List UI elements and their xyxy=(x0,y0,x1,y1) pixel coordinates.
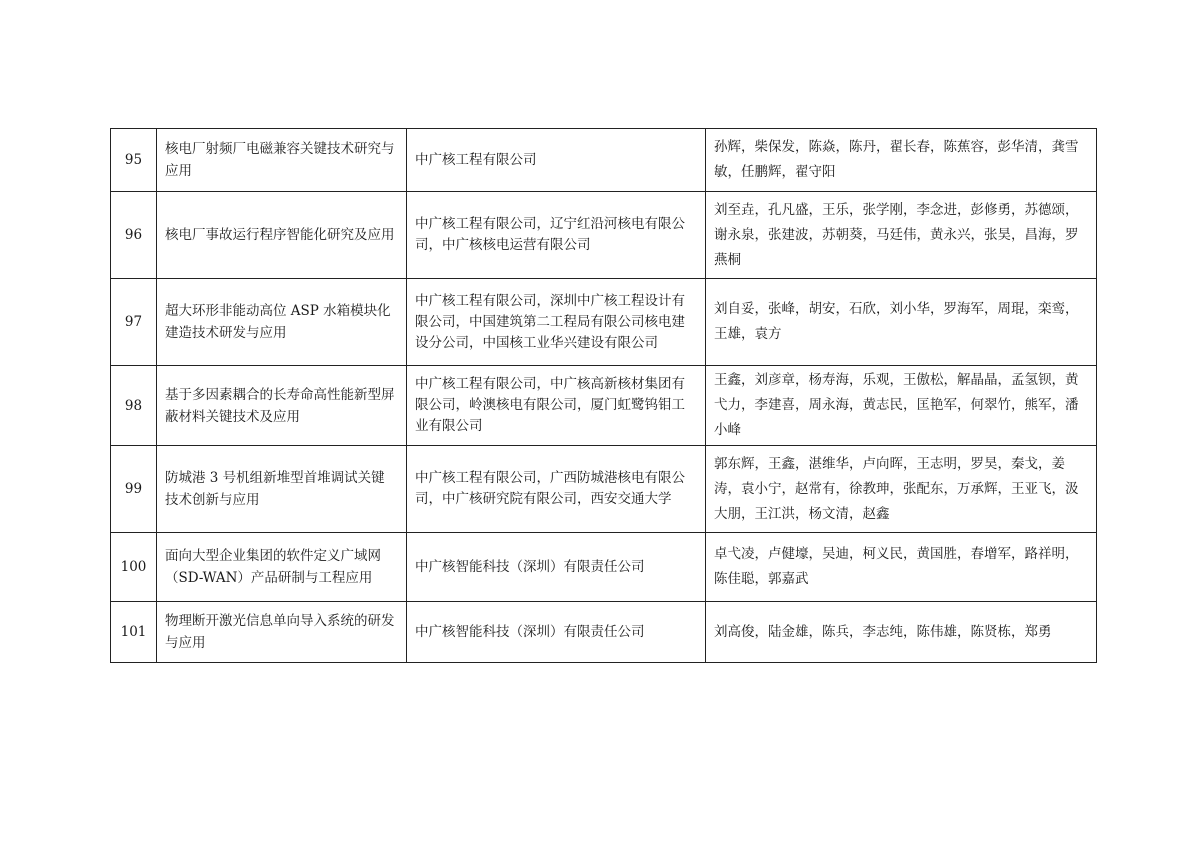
completing-people: 王鑫，刘彦章，杨寿海，乐观，王傲松，解晶晶，孟氢钡，黄弋力，李建喜，周永海，黄志民，匡艳军，何翠竹，熊军，潘小峰 xyxy=(706,366,1097,446)
completing-people: 郭东辉，王鑫，湛维华，卢向晖，王志明，罗昊，秦戈，姜涛，袁小宁，赵常有，徐教珅，张配东，万承辉，王亚飞，汲大朋，王江洪，杨文清，赵鑫 xyxy=(706,446,1097,533)
completing-units: 中广核智能科技（深圳）有限责任公司 xyxy=(407,602,706,663)
completing-units: 中广核工程有限公司，深圳中广核工程设计有限公司，中国建筑第二工程局有限公司核电建设分公司，中国核工业华兴建设有限公司 xyxy=(407,279,706,366)
row-number: 95 xyxy=(111,129,157,192)
completing-people: 孙辉，柴保发，陈焱，陈丹，翟长春，陈蕉容，彭华清，龚雪敏，任鹏辉，翟守阳 xyxy=(706,129,1097,192)
table-row xyxy=(111,533,1097,602)
project-name: 物理断开激光信息单向导入系统的研发与应用 xyxy=(157,602,407,663)
row-number: 96 xyxy=(111,192,157,279)
project-name: 防城港 3 号机组新堆型首堆调试关键技术创新与应用 xyxy=(157,446,407,533)
table-row xyxy=(111,366,1097,446)
project-name: 基于多因素耦合的长寿命高性能新型屏蔽材料关键技术及应用 xyxy=(157,366,407,446)
project-name: 核电厂事故运行程序智能化研究及应用 xyxy=(157,192,407,279)
row-number: 100 xyxy=(111,533,157,602)
completing-people: 刘高俊，陆金雄，陈兵，李志纯，陈伟雄，陈贤栋，郑勇 xyxy=(706,602,1097,663)
completing-units: 中广核工程有限公司 xyxy=(407,129,706,192)
award-table xyxy=(110,128,1097,663)
row-number: 98 xyxy=(111,366,157,446)
completing-units: 中广核工程有限公司，辽宁红沿河核电有限公司，中广核核电运营有限公司 xyxy=(407,192,706,279)
completing-people: 刘自妥，张峰，胡安，石欣，刘小华，罗海军，周琨，栾鸾，王雄，袁方 xyxy=(706,279,1097,366)
completing-units: 中广核工程有限公司，广西防城港核电有限公司，中广核研究院有限公司，西安交通大学 xyxy=(407,446,706,533)
row-number: 99 xyxy=(111,446,157,533)
completing-units: 中广核智能科技（深圳）有限责任公司 xyxy=(407,533,706,602)
table-row xyxy=(111,602,1097,663)
project-name: 核电厂射频厂电磁兼容关键技术研究与应用 xyxy=(157,129,407,192)
table-row xyxy=(111,446,1097,533)
table-row xyxy=(111,129,1097,192)
row-number: 97 xyxy=(111,279,157,366)
project-name: 面向大型企业集团的软件定义广域网（SD-WAN）产品研制与工程应用 xyxy=(157,533,407,602)
table-row xyxy=(111,192,1097,279)
completing-people: 卓弋凌，卢健壕，吴迪，柯义民，黄国胜，春增军，路祥明，陈佳聪，郭嘉武 xyxy=(706,533,1097,602)
table-row xyxy=(111,279,1097,366)
completing-people: 刘至垚，孔凡盛，王乐，张学刚，李念进，彭修勇，苏德颂，谢永泉，张建波，苏朝葵，马廷伟，黄永兴，张昊，昌海，罗燕桐 xyxy=(706,192,1097,279)
project-name: 超大环形非能动高位 ASP 水箱模块化建造技术研发与应用 xyxy=(157,279,407,366)
completing-units: 中广核工程有限公司，中广核高新核材集团有限公司，岭澳核电有限公司，厦门虹鹭钨钼工业有限公司 xyxy=(407,366,706,446)
row-number: 101 xyxy=(111,602,157,663)
